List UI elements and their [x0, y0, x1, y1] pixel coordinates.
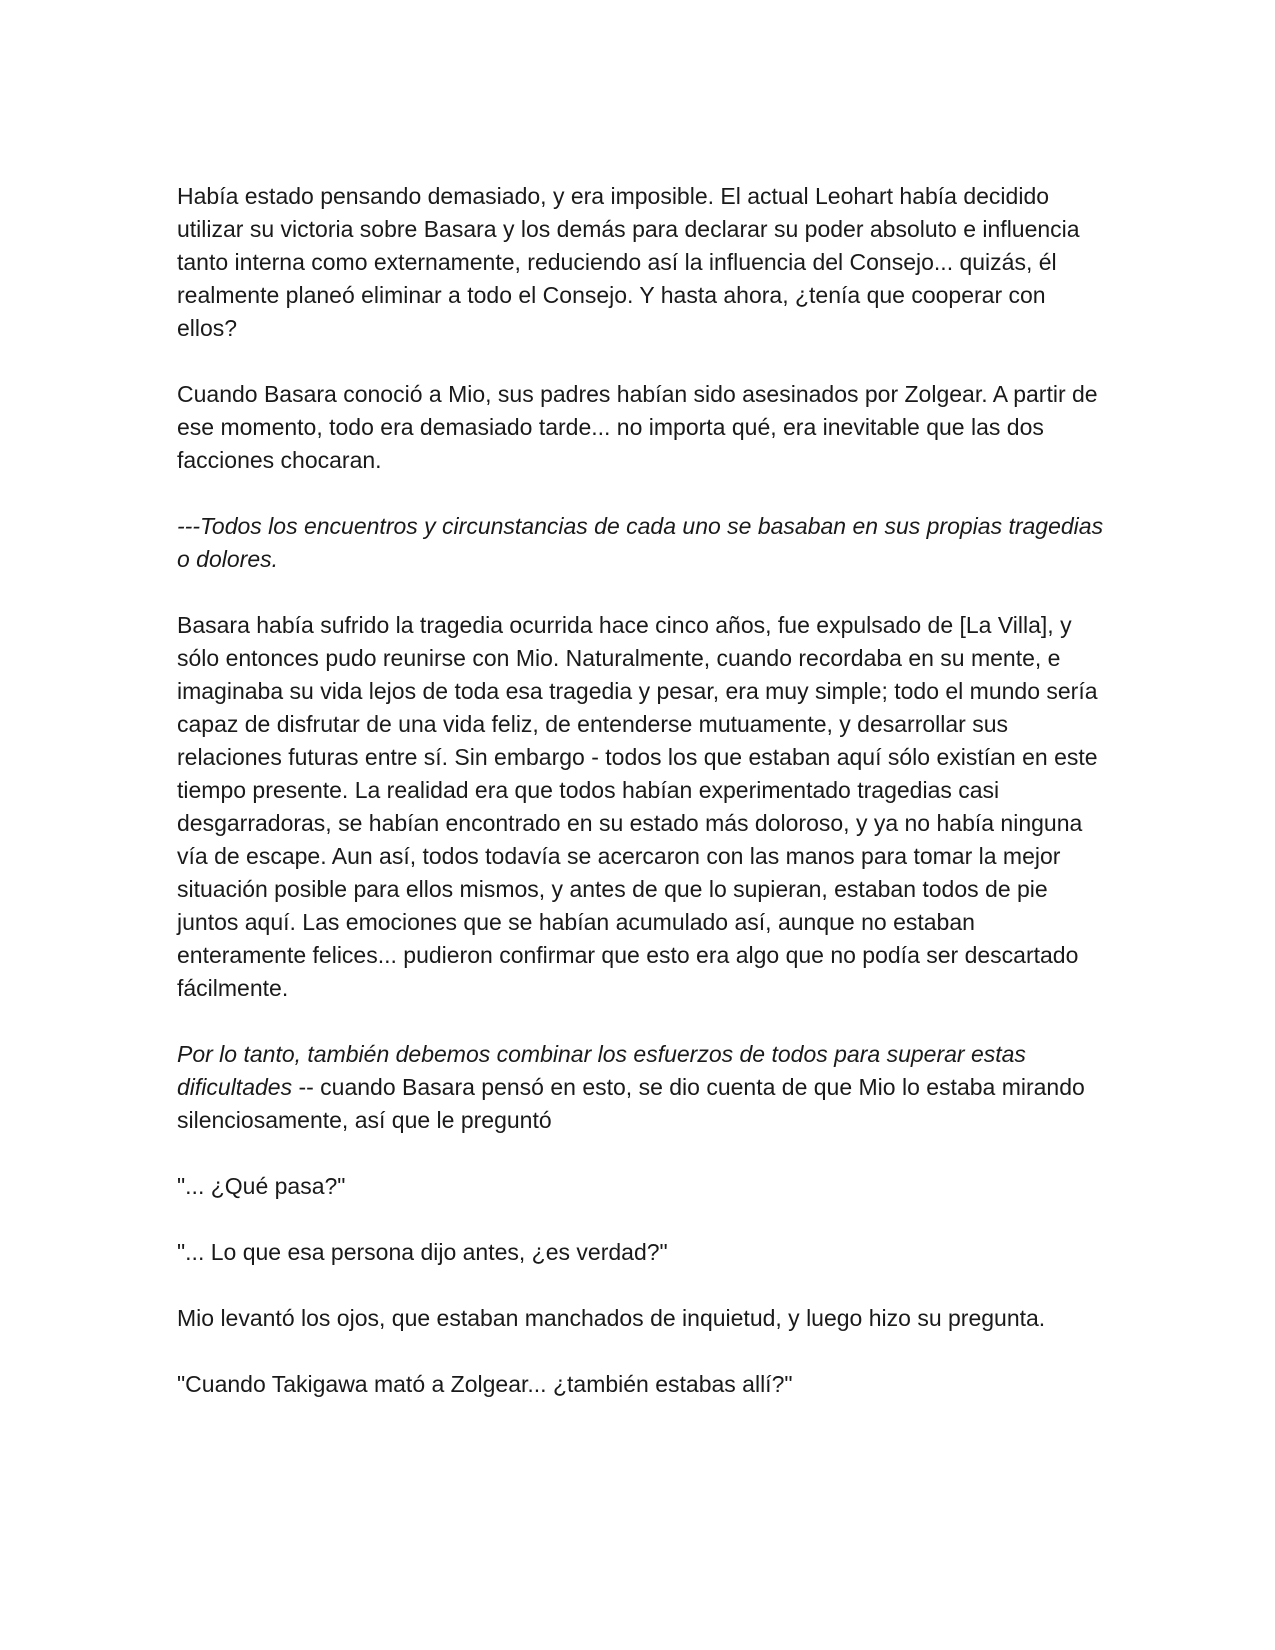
paragraph-5: [177, 1038, 1107, 1137]
dialogue-3: "Cuando Takigawa mató a Zolgear... ¿también estabas allí?": [177, 1371, 793, 1397]
paragraph-1: Había estado pensando demasiado, y era imposible. El actual Leohart había decidido utilizar su victoria sobre Basara y los demás para declarar su poder absoluto e influencia tanto interna como externamente, reduciendo así la influencia del Consejo... quizás, él realmente planeó eliminar a todo el Consejo. Y hasta ahora, ¿tenía que cooperar con ellos?: [177, 183, 1080, 341]
paragraph-2: Cuando Basara conoció a Mio, sus padres habían sido asesinados por Zolgear. A partir de ese momento, todo era demasiado tarde... no importa qué, era inevitable que las dos facciones chocaran.: [177, 381, 1098, 473]
dialogue-2: "... Lo que esa persona dijo antes, ¿es verdad?": [177, 1239, 668, 1265]
paragraph-4: Basara había sufrido la tragedia ocurrida hace cinco años, fue expulsado de [La Villa], y sólo entonces pudo reunirse con Mio. Naturalmente, cuando recordaba en su mente, e imaginaba su vida lejos de toda esa tragedia y pesar, era muy simple; todo el mundo sería capaz de disfrutar de una vida feliz, de entenderse mutuamente, y desarrollar sus relaciones futuras entre sí. Sin embargo - todos los que estaban aquí sólo existían en este tiempo presente. La realidad era que todos habían experimentado tragedias casi desgarradoras, se habían encontrado en su estado más doloroso, y ya no había ninguna vía de escape. Aun así, todos todavía se acercaron con las manos para tomar la mejor situación posible para ellos mismos, y antes de que lo supieran, estaban todos de pie juntos aquí. Las emociones que se habían acumulado así, aunque no estaban enteramente felices... pudieron confirmar que esto era algo que no podía ser descartado fácilmente.: [177, 612, 1098, 1001]
paragraph-5-normal-part: -- cuando Basara pensó en esto, se dio cuenta de que Mio lo estaba mirando silenciosamente, así que le preguntó: [177, 1074, 1085, 1133]
paragraph-3-italic: ---Todos los encuentros y circunstancias de cada uno se basaban en sus propias tragedias o dolores.: [177, 513, 1104, 572]
dialogue-1: "... ¿Qué pasa?": [177, 1173, 346, 1199]
paragraph-5-italic-part: Por lo tanto, también debemos combinar los esfuerzos de todos para superar estas dificultades: [177, 1041, 1026, 1100]
paragraph-6: Mio levantó los ojos, que estaban manchados de inquietud, y luego hizo su pregunta.: [177, 1305, 1046, 1331]
document-body: [177, 180, 1107, 1401]
